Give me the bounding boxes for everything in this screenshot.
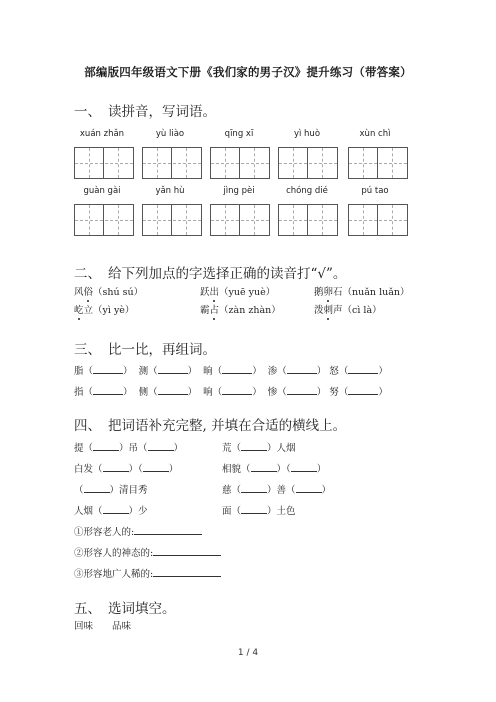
pronunciation-item[interactable]: 泼刺声（cì là） bbox=[314, 305, 382, 316]
compare-char: 晌 bbox=[203, 366, 213, 377]
answer-blank[interactable] bbox=[222, 385, 252, 395]
idiom-item: 人烟（ ）少 bbox=[74, 506, 148, 517]
idiom-item: 相貌（ ）（ ） bbox=[222, 464, 327, 475]
pinyin-label: pú tao bbox=[361, 186, 389, 196]
writing-grid-row-2 bbox=[0, 204, 496, 238]
answer-blank[interactable] bbox=[241, 504, 267, 514]
answer-blank[interactable] bbox=[93, 441, 119, 451]
answer-blank[interactable] bbox=[287, 364, 317, 374]
answer-blank[interactable] bbox=[222, 364, 252, 374]
answer-line[interactable] bbox=[153, 567, 221, 577]
answer-blank[interactable] bbox=[348, 364, 378, 374]
pinyin-label: guàn gài bbox=[83, 186, 121, 196]
pinyin-label: jìng pèi bbox=[223, 186, 255, 196]
section-1-heading: 一、 读拼音，写词语。 bbox=[74, 104, 216, 120]
pinyin-label: yù liào bbox=[155, 129, 185, 139]
section-3-heading: 三、 比一比，再组词。 bbox=[74, 342, 216, 358]
section-5-heading: 五、 选词填空。 bbox=[74, 601, 176, 617]
compare-char: 惨 bbox=[267, 387, 278, 398]
compare-char: 渗 bbox=[267, 366, 278, 377]
answer-line[interactable] bbox=[134, 525, 202, 535]
page-number: 1 / 4 bbox=[237, 648, 259, 658]
answer-blank[interactable] bbox=[287, 385, 317, 395]
pinyin-row-1 bbox=[0, 129, 496, 143]
pronunciation-item[interactable]: 风俗（shú sú） bbox=[74, 287, 144, 298]
writing-box[interactable] bbox=[210, 204, 270, 236]
compare-char: 侧 bbox=[138, 387, 149, 398]
pinyin-label: qīng xī bbox=[224, 129, 254, 139]
compare-char: 脂 bbox=[74, 366, 84, 377]
writing-box[interactable] bbox=[142, 204, 202, 236]
writing-box[interactable] bbox=[210, 147, 270, 179]
word-choices: 回味 品味 bbox=[74, 621, 132, 632]
answer-blank[interactable] bbox=[348, 385, 378, 395]
answer-blank[interactable] bbox=[143, 462, 169, 472]
compare-char: 测 bbox=[138, 366, 149, 377]
section-4-heading: 四、 把词语补充完整, 并填在合适的横线上。 bbox=[74, 418, 347, 434]
answer-blank[interactable] bbox=[158, 364, 188, 374]
prompt-line: ①形容老人的: bbox=[74, 524, 202, 538]
prompt-line: ②形容人的神态的: bbox=[74, 545, 221, 559]
writing-box[interactable] bbox=[278, 147, 338, 179]
pinyin-label: yǎn hù bbox=[155, 186, 185, 196]
answer-line[interactable] bbox=[153, 546, 221, 556]
writing-box[interactable] bbox=[348, 204, 408, 236]
pinyin-label: xùn chì bbox=[359, 129, 391, 139]
compare-char: 怒 bbox=[329, 366, 339, 377]
writing-grid-row-1 bbox=[0, 147, 496, 181]
writing-box[interactable] bbox=[74, 147, 134, 179]
compare-row-1: 脂（ ） 测（ ） 晌（ ） 渗（ ） 怒（ ） bbox=[74, 366, 388, 377]
compare-char: 响 bbox=[203, 387, 213, 398]
answer-blank[interactable] bbox=[93, 364, 123, 374]
answer-blank[interactable] bbox=[103, 504, 129, 514]
answer-blank[interactable] bbox=[148, 441, 174, 451]
pinyin-label: yì huò bbox=[293, 129, 321, 139]
pronunciation-item[interactable]: 屹立（yì yè） bbox=[74, 305, 135, 316]
compare-char: 指 bbox=[74, 387, 84, 398]
idiom-item: 白发（ ）（ ） bbox=[74, 464, 179, 475]
pinyin-label: xuán zhǎn bbox=[79, 129, 125, 139]
worksheet-title: 部编版四年级语文下册《我们家的男子汉》提升练习（带答案） bbox=[84, 65, 412, 79]
writing-box[interactable] bbox=[348, 147, 408, 179]
answer-blank[interactable] bbox=[84, 483, 110, 493]
pronunciation-item[interactable]: 霸占（zàn zhàn） bbox=[200, 305, 281, 316]
answer-blank[interactable] bbox=[241, 441, 267, 451]
answer-blank[interactable] bbox=[251, 462, 277, 472]
answer-blank[interactable] bbox=[241, 483, 267, 493]
pronunciation-item[interactable]: 鹅卵石（nuǎn luǎn） bbox=[314, 287, 410, 298]
answer-blank[interactable] bbox=[103, 462, 129, 472]
pronunciation-item[interactable]: 跃出（yuē yuè） bbox=[200, 287, 276, 298]
pinyin-label: chóng dié bbox=[286, 186, 328, 196]
compare-row-2: 指（ ） 侧（ ） 响（ ） 惨（ ） 努（ ） bbox=[74, 387, 388, 398]
idiom-item: 提（ ）吊（ ） bbox=[74, 443, 184, 454]
idiom-item: 面（ ）土色 bbox=[222, 506, 296, 517]
pinyin-row-2 bbox=[0, 186, 496, 200]
prompt-line: ③形容地广人稀的: bbox=[74, 566, 221, 580]
idiom-item: 荒（ ）人烟 bbox=[222, 443, 296, 454]
idiom-item: 慈（ ）善（ ） bbox=[222, 485, 332, 496]
writing-box[interactable] bbox=[142, 147, 202, 179]
writing-box[interactable] bbox=[278, 204, 338, 236]
compare-char: 努 bbox=[329, 387, 339, 398]
idiom-item: （ ）清目秀 bbox=[74, 485, 148, 496]
answer-blank[interactable] bbox=[93, 385, 123, 395]
section-2-heading: 二、 给下列加点的字选择正确的读音打“√”。 bbox=[74, 266, 347, 282]
answer-blank[interactable] bbox=[158, 385, 188, 395]
answer-blank[interactable] bbox=[291, 462, 317, 472]
writing-box[interactable] bbox=[74, 204, 134, 236]
answer-blank[interactable] bbox=[296, 483, 322, 493]
